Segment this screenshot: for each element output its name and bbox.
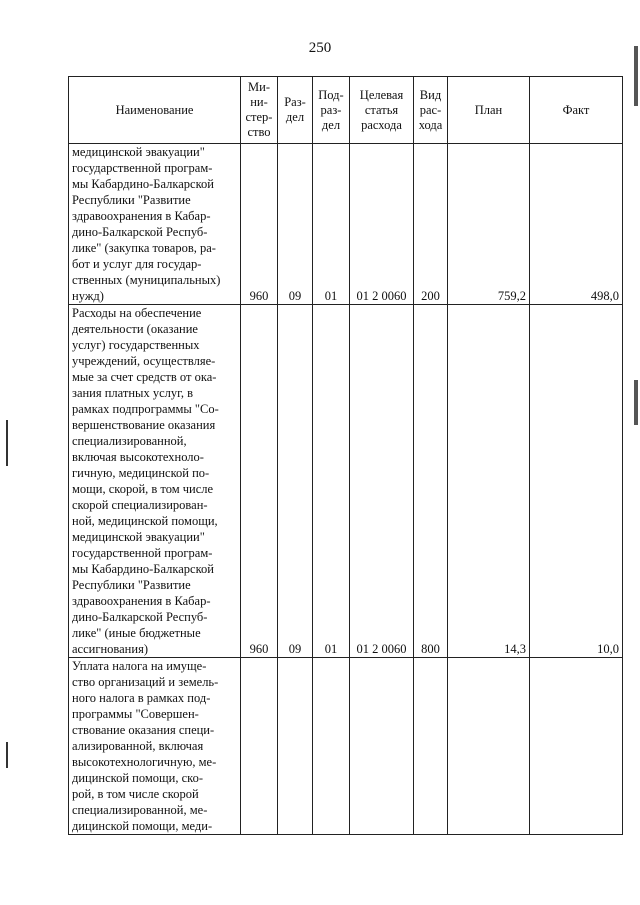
row-kind: 800	[414, 305, 448, 658]
row-kind	[414, 658, 448, 835]
budget-table	[68, 76, 623, 835]
header-section: Раз- дел	[278, 77, 313, 144]
header-subsection: Под- раз- дел	[313, 77, 350, 144]
row-ministry: 960	[241, 144, 278, 305]
table-header-row	[69, 77, 623, 144]
scan-margin-mark	[6, 420, 8, 466]
row-section: 09	[278, 144, 313, 305]
row-target: 01 2 0060	[350, 305, 414, 658]
scan-margin-mark	[6, 742, 8, 768]
header-fact: Факт	[530, 77, 623, 144]
row-plan	[448, 658, 530, 835]
row-subsection	[313, 658, 350, 835]
scan-edge-mark	[634, 380, 638, 425]
row-plan: 14,3	[448, 305, 530, 658]
row-name: Расходы на обеспечение деятельности (оказание услуг) государственных учреждений, осуществляе- мые за счет средств от ока- зания платных услуг, в рамках подпрограммы "Со- вершенствование оказания специализированной, включая высокотехноло- гичную, медицинской по- мощи, скорой, в том числе скорой специализирован- ной, медицинской помощи, медицинской эвакуации" государственной програм- мы Кабардино-Балкарской Республики "Развитие здравоохранения в Кабар- дино-Балкарской Респуб- лике" (иные бюджетные ассигнования)	[69, 305, 241, 658]
row-name: Уплата налога на имуще- ство организаций и земель- ного налога в рамках под- программы "Совершен- ствование оказания специ- ализированной, включая высокотехнологичную, ме- дицинской помощи, ско- рой, в том числе скорой специализированной, ме- дицинской помощи, меди-	[69, 658, 241, 835]
header-target: Целевая статья расхода	[350, 77, 414, 144]
row-section: 09	[278, 305, 313, 658]
row-fact	[530, 658, 623, 835]
row-target	[350, 658, 414, 835]
scan-edge-mark	[634, 46, 638, 106]
header-name: Наименование	[69, 77, 241, 144]
row-target: 01 2 0060	[350, 144, 414, 305]
page-number: 250	[308, 40, 332, 56]
row-name: медицинской эвакуации" государственной програм- мы Кабардино-Балкарской Республики "Развитие здравоохранения в Кабар- дино-Балкарской Респуб- лике" (закупка товаров, ра- бот и услуг для государ- ственных (муниципальных) нужд)	[69, 144, 241, 305]
row-ministry	[241, 658, 278, 835]
header-ministry: Ми- ни- стер- ство	[241, 77, 278, 144]
row-subsection: 01	[313, 144, 350, 305]
table-row	[69, 144, 623, 305]
row-plan: 759,2	[448, 144, 530, 305]
row-fact: 498,0	[530, 144, 623, 305]
row-fact: 10,0	[530, 305, 623, 658]
row-subsection: 01	[313, 305, 350, 658]
table-row	[69, 305, 623, 658]
header-kind: Вид рас- хода	[414, 77, 448, 144]
table-row	[69, 658, 623, 835]
row-kind: 200	[414, 144, 448, 305]
header-plan: План	[448, 77, 530, 144]
row-ministry: 960	[241, 305, 278, 658]
row-section	[278, 658, 313, 835]
